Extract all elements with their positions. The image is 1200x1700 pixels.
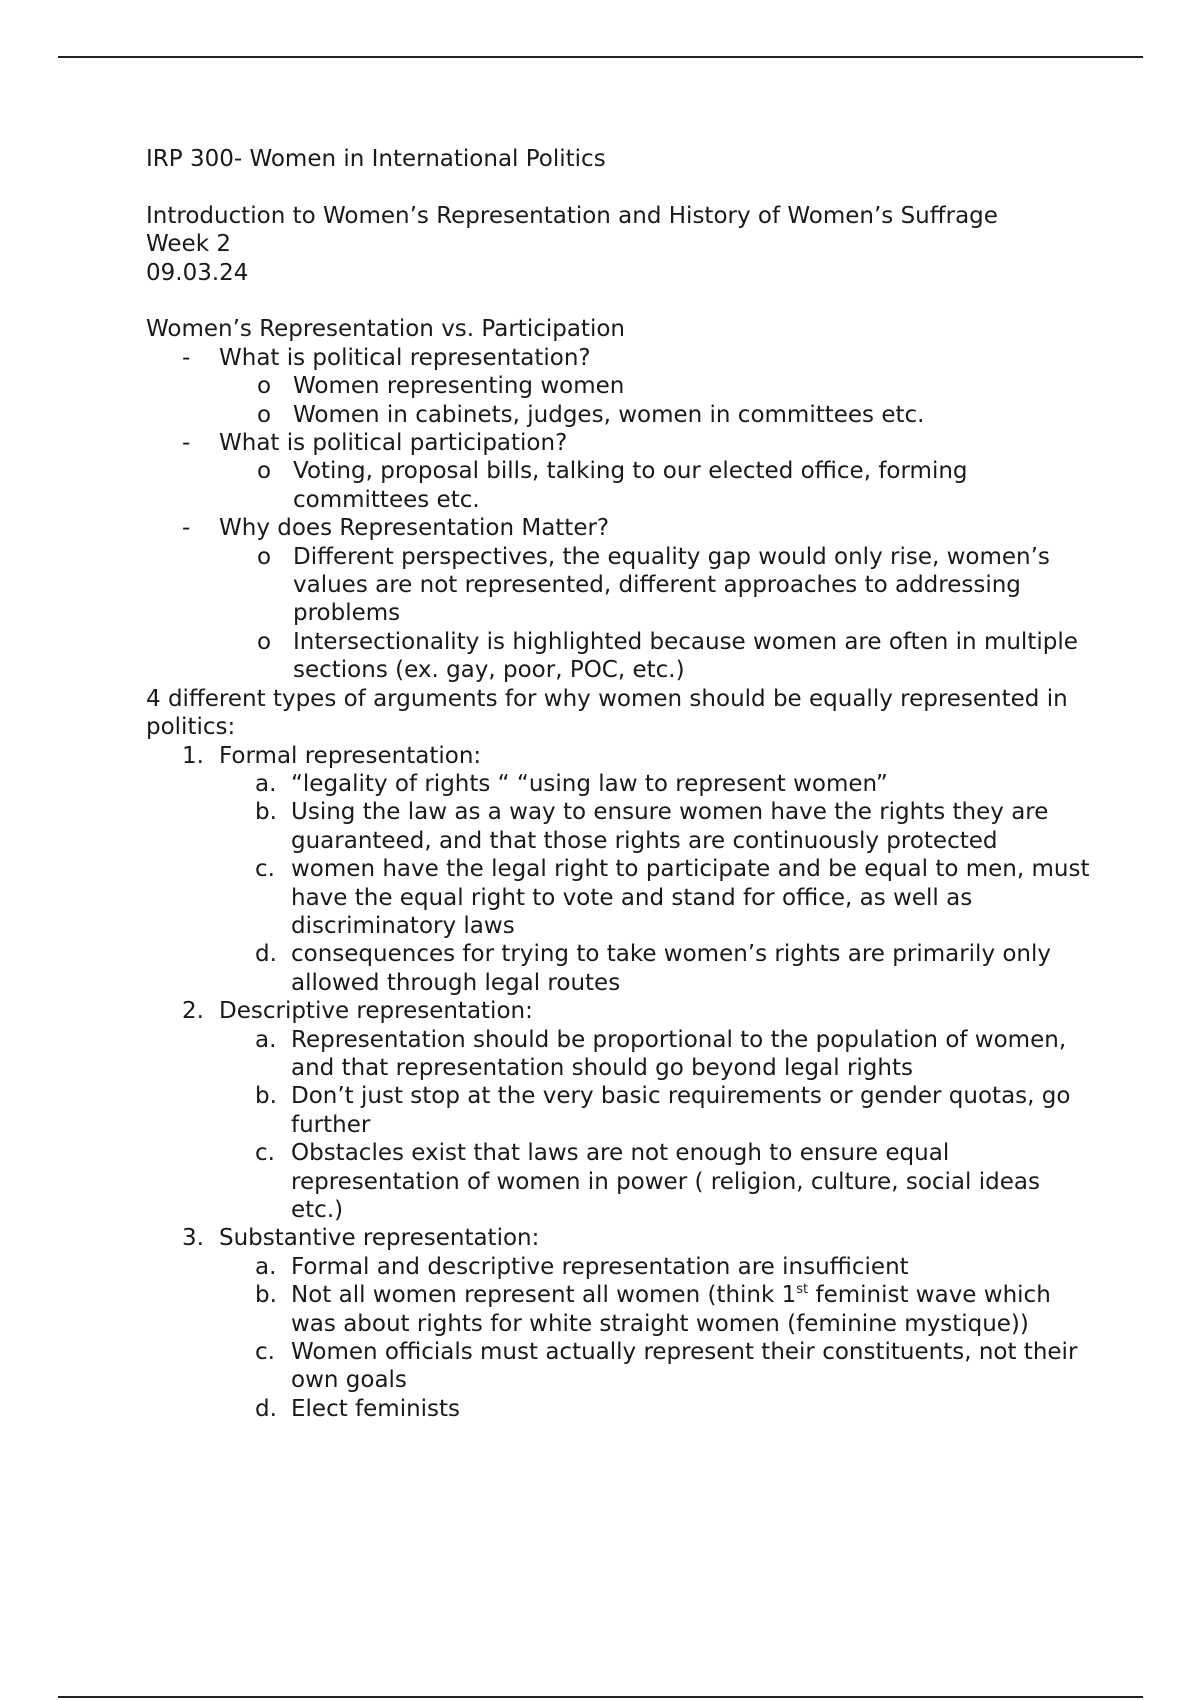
lettered-item-text: “legality of rights “ “using law to represent women” <box>291 770 888 797</box>
letter-marker: d. <box>255 941 277 968</box>
number-marker: 2. <box>182 998 204 1025</box>
lettered-item-text: women have the legal right to participate and be equal to men, must have the equal right to vote and stand for office, as well as discriminatory laws <box>291 856 1090 939</box>
lettered-item-text: Using the law as a way to ensure women have the rights they are guaranteed, and that those rights are continuously protected <box>291 799 1049 854</box>
sub-bullet-text: Women in cabinets, judges, women in committees etc. <box>293 401 925 428</box>
number-marker: 1. <box>182 742 204 769</box>
week-label: Week 2 <box>146 231 231 258</box>
numbered-item-text: Descriptive representation: <box>219 998 533 1025</box>
lettered-item-text: Elect feminists <box>291 1395 461 1422</box>
lecture-title: Introduction to Women’s Representation and History of Women’s Suffrage <box>146 202 998 229</box>
letter-marker: c. <box>255 856 275 883</box>
bullet-item <box>146 344 1096 372</box>
letter-marker: d. <box>255 1395 277 1422</box>
top-rule <box>58 56 1143 58</box>
text-segment: Not all women represent all women (think 1 <box>291 1282 797 1309</box>
numbered-item <box>146 997 1096 1025</box>
letter-marker: b. <box>255 799 277 826</box>
numbered-item <box>146 742 1096 770</box>
letter-marker: b. <box>255 1083 277 1110</box>
dash-marker: - <box>182 430 191 457</box>
numbered-item-text: Formal representation: <box>219 742 482 769</box>
bullet-text: Why does Representation Matter? <box>219 515 610 542</box>
date-label: 09.03.24 <box>146 259 249 286</box>
letter-marker: c. <box>255 1339 275 1366</box>
bullet-item <box>146 514 1096 542</box>
lettered-item <box>146 1026 1096 1083</box>
circle-bullet-marker: o <box>257 373 272 400</box>
spacer <box>146 287 1096 315</box>
sub-bullet-item <box>146 543 1096 628</box>
numbered-item <box>146 1224 1096 1252</box>
sub-bullet-text: Women representing women <box>293 373 625 400</box>
lettered-item <box>146 1082 1096 1139</box>
bullet-text: What is political representation? <box>219 344 591 371</box>
spacer <box>146 173 1096 201</box>
letter-marker: a. <box>255 1253 277 1280</box>
numbered-item-text: Substantive representation: <box>219 1225 540 1252</box>
section-heading: Women’s Representation vs. Participation <box>146 316 625 343</box>
lettered-item <box>146 798 1096 855</box>
course-title: IRP 300- Women in International Politics <box>146 146 606 172</box>
letter-marker: a. <box>255 1026 277 1053</box>
lettered-item <box>146 770 1096 798</box>
lettered-item <box>146 855 1096 940</box>
sub-bullet-item <box>146 628 1096 685</box>
lettered-item-text: Formal and descriptive representation are insufficient <box>291 1253 909 1280</box>
circle-bullet-marker: o <box>257 628 272 655</box>
lettered-item-text: Don’t just stop at the very basic requirements or gender quotas, go further <box>291 1083 1071 1138</box>
lettered-item-text <box>291 1281 1096 1338</box>
letter-marker: b. <box>255 1282 277 1309</box>
sub-bullet-text: Different perspectives, the equality gap would only rise, women’s values are not represented, different approaches to addressing problems <box>293 543 1050 627</box>
lettered-item <box>146 940 1096 997</box>
dash-marker: - <box>182 515 191 542</box>
arguments-intro: 4 different types of arguments for why women should be equally represented in politics: <box>146 685 1068 741</box>
lettered-item <box>146 1253 1096 1281</box>
bullet-item <box>146 429 1096 457</box>
superscript-ordinal: st <box>796 1282 809 1298</box>
sub-bullet-text: Intersectionality is highlighted because women are often in multiple sections (ex. gay, poor, POC, etc.) <box>293 628 1078 684</box>
sub-bullet-item <box>146 401 1096 429</box>
lettered-item <box>146 1395 1096 1423</box>
letter-marker: a. <box>255 770 277 797</box>
text-segment: feminist wave which was about rights for white straight women (feminine mystique)) <box>291 1282 1051 1337</box>
letter-marker: c. <box>255 1140 275 1167</box>
bottom-rule <box>58 1696 1143 1698</box>
lettered-item-text: Women officials must actually represent their constituents, not their own goals <box>291 1339 1078 1394</box>
lettered-item <box>146 1281 1096 1338</box>
sub-bullet-item <box>146 372 1096 400</box>
number-marker: 3. <box>182 1225 204 1252</box>
circle-bullet-marker: o <box>257 543 272 570</box>
circle-bullet-marker: o <box>257 458 272 485</box>
lettered-item <box>146 1139 1096 1224</box>
sub-bullet-item <box>146 457 1096 514</box>
bullet-text: What is political participation? <box>219 430 568 457</box>
document-body <box>146 145 1096 1423</box>
lettered-item <box>146 1338 1096 1395</box>
lettered-item-text: Representation should be proportional to the population of women, and that representation should go beyond legal rights <box>291 1026 1067 1081</box>
sub-bullet-text: Voting, proposal bills, talking to our elected office, forming committees etc. <box>293 458 968 513</box>
dash-marker: - <box>182 344 191 371</box>
lettered-item-text: consequences for trying to take women’s rights are primarily only allowed through legal routes <box>291 941 1052 996</box>
lettered-item-text: Obstacles exist that laws are not enough to ensure equal representation of women in power ( religion, culture, social ideas etc.) <box>291 1140 1040 1223</box>
circle-bullet-marker: o <box>257 401 272 428</box>
